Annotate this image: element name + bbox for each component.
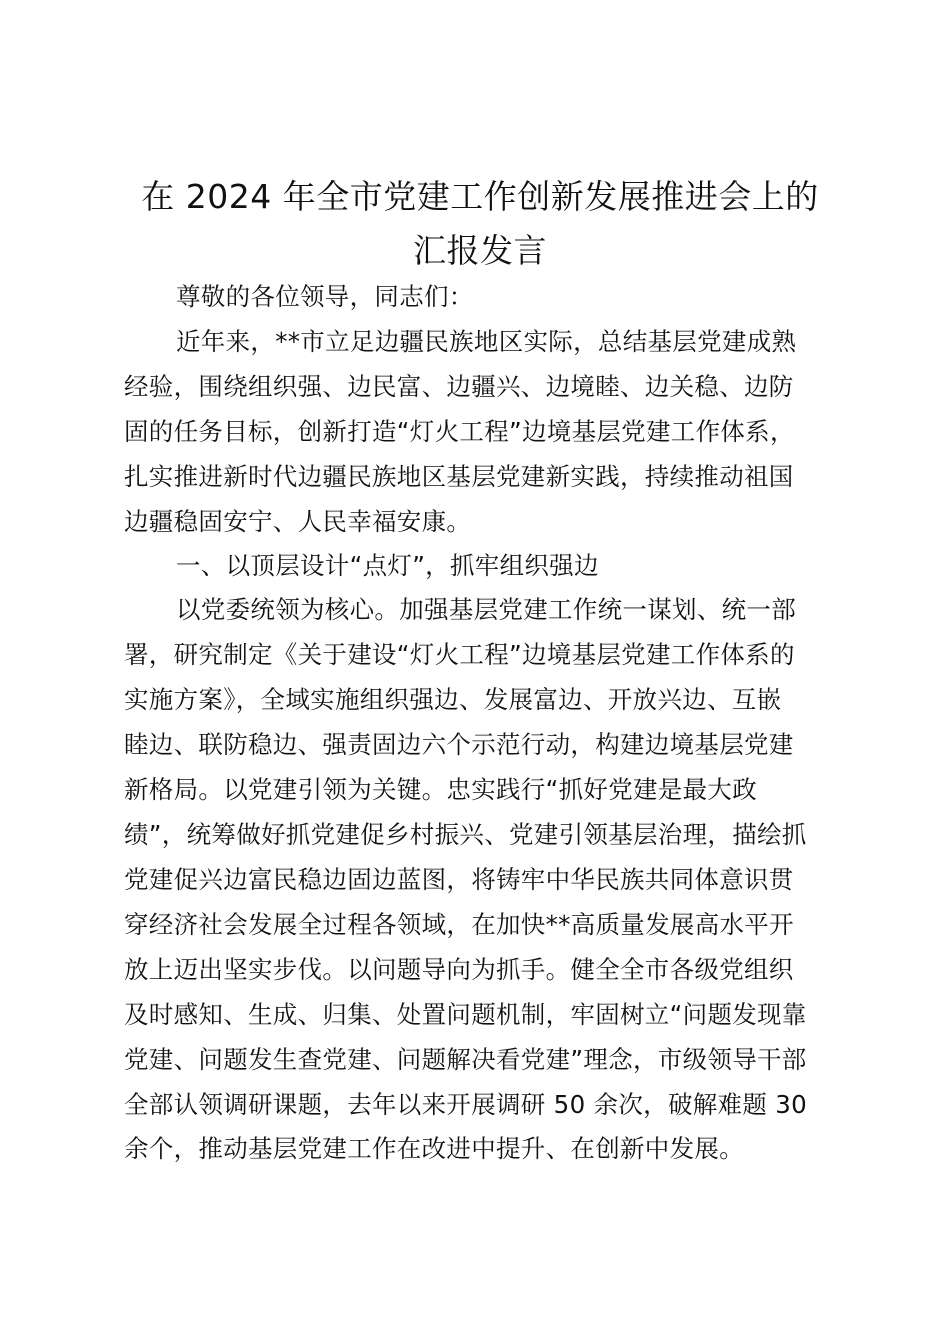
- paragraph-1-line-3: 固的任务目标，创新打造“灯火工程”边境基层党建工作体系，: [124, 417, 795, 446]
- salutation: 尊敬的各位领导，同志们：: [176, 282, 474, 311]
- paragraph-2-line-10: 及时感知、生成、归集、处置问题机制，牢固树立“问题发现靠: [124, 1000, 807, 1029]
- title-line-2: 汇报发言: [413, 231, 547, 270]
- paragraph-2-line-8: 穿经济社会发展全过程各领域，在加快**高质量发展高水平开: [124, 910, 794, 939]
- paragraph-2-line-1: 以党委统领为核心。加强基层党建工作统一谋划、统一部: [176, 595, 796, 624]
- paragraph-1-line-5: 边疆稳固安宁、人民幸福安康。: [124, 507, 472, 536]
- paragraph-2-line-3: 实施方案》，全域实施组织强边、发展富边、开放兴边、互嵌: [124, 685, 782, 714]
- paragraph-1-line-2: 经验，围绕组织强、边民富、边疆兴、边境睦、边关稳、边防: [124, 372, 794, 401]
- title-line-1: 在 2024 年全市党建工作创新发展推进会上的: [141, 177, 819, 216]
- paragraph-1-line-1: 近年来，**市立足边疆民族地区实际，总结基层党建成熟: [176, 327, 797, 356]
- paragraph-1-line-4: 扎实推进新时代边疆民族地区基层党建新实践，持续推动祖国: [124, 462, 794, 491]
- paragraph-2-line-5: 新格局。以党建引领为关键。忠实践行“抓好党建是最大政: [124, 775, 757, 804]
- paragraph-2-line-9: 放上迈出坚实步伐。以问题导向为抓手。健全全市各级党组织: [124, 955, 794, 984]
- section-heading-1: 一、以顶层设计“点灯”，抓牢组织强边: [176, 551, 599, 580]
- document-title: [120, 170, 840, 278]
- paragraph-2-line-6: 绩”，统筹做好抓党建促乡村振兴、党建引领基层治理，描绘抓: [124, 820, 807, 849]
- paragraph-2-line-12: 全部认领调研课题，去年以来开展调研 50 余次，破解难题 30: [124, 1090, 808, 1119]
- paragraph-2-line-11: 党建、问题发生查党建、问题解决看党建”理念，市级领导干部: [124, 1045, 807, 1074]
- paragraph-2-line-2: 署，研究制定《关于建设“灯火工程”边境基层党建工作体系的: [124, 640, 795, 669]
- paragraph-2-line-4: 睦边、联防稳边、强责固边六个示范行动，构建边境基层党建: [124, 730, 794, 759]
- paragraph-2-line-7: 党建促兴边富民稳边固边蓝图，将铸牢中华民族共同体意识贯: [124, 865, 794, 894]
- paragraph-2-line-13: 余个，推动基层党建工作在改进中提升、在创新中发展。: [124, 1134, 744, 1163]
